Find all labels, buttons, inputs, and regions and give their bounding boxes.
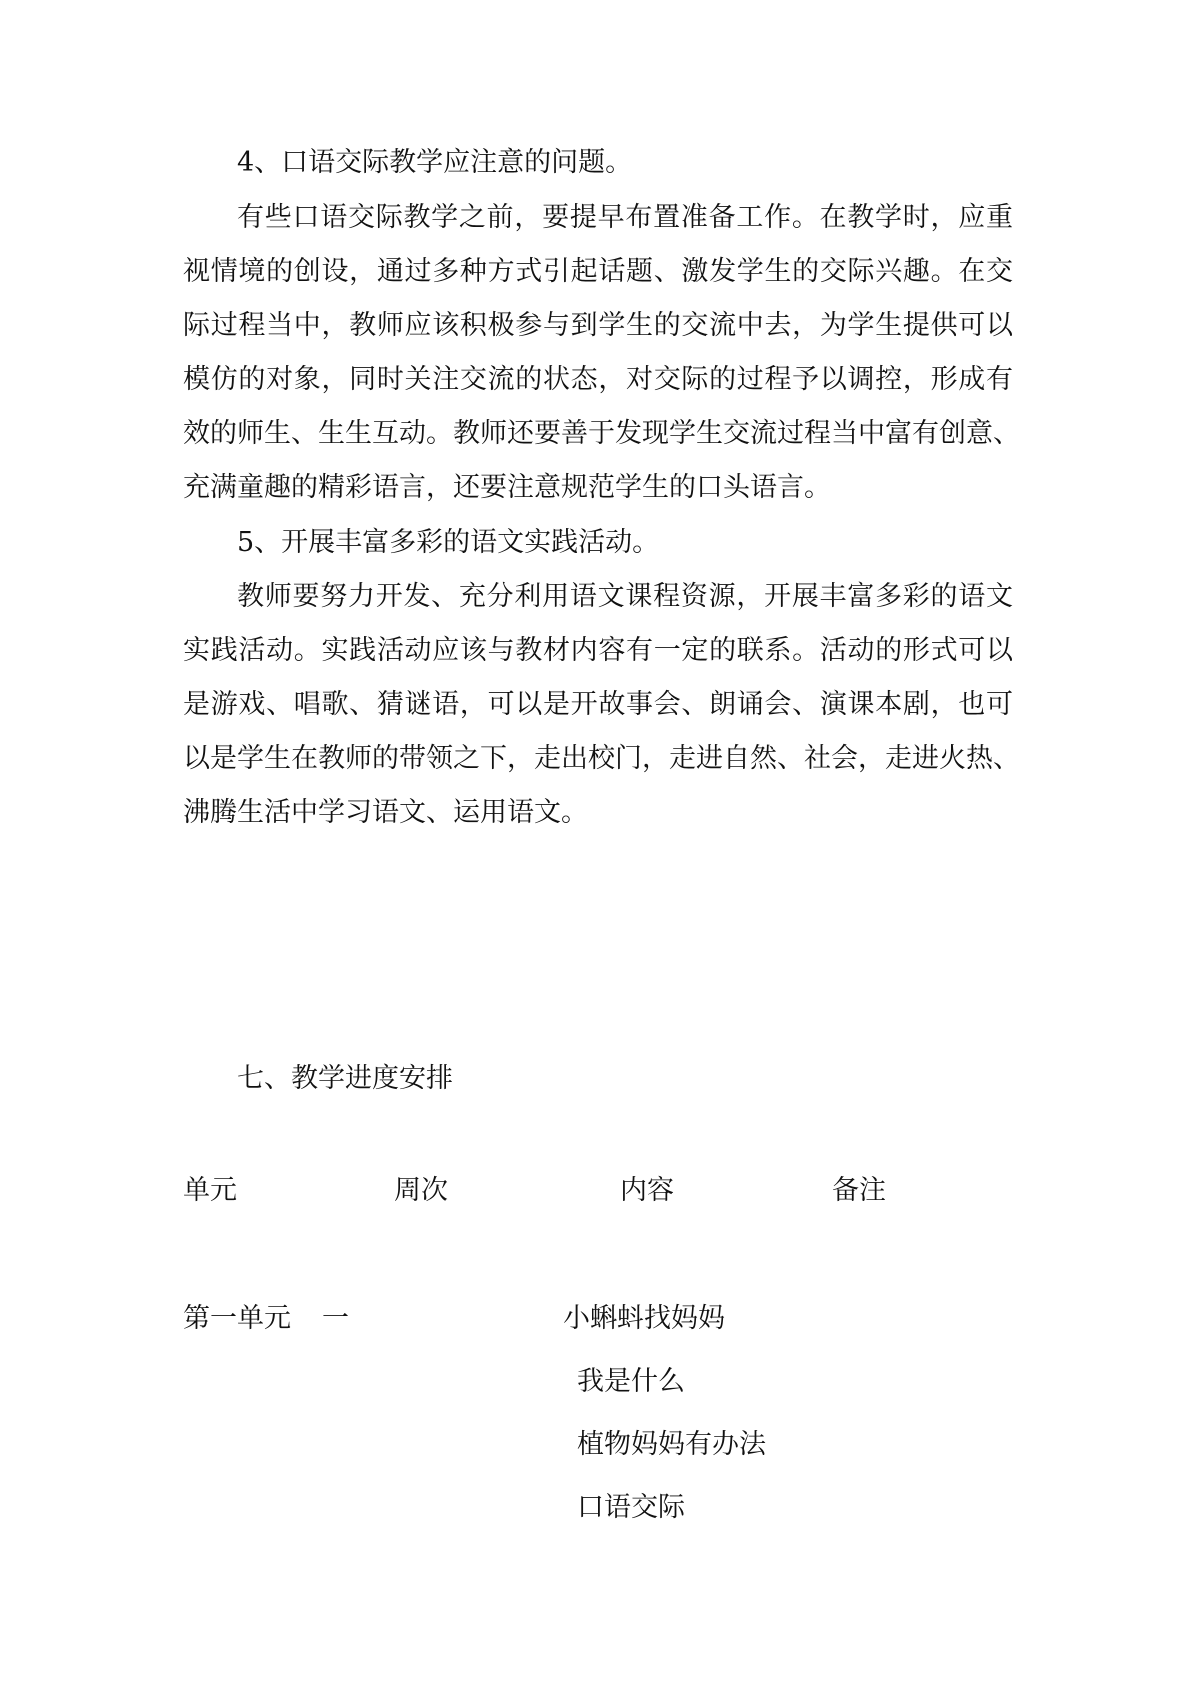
schedule-unit: 第一单元 [183, 1303, 291, 1334]
section-7-title: 七、教学进度安排 [237, 1063, 453, 1094]
section-5-line-5: 沸腾生活中学习语文、运用语文。 [183, 797, 588, 828]
section-5-title: 5、开展丰富多彩的语文实践活动。 [237, 527, 660, 558]
schedule-header-unit: 单元 [183, 1175, 237, 1206]
section-4-line-3: 际过程当中，教师应该积极参与到学生的交流中去，为学生提供可以 [183, 310, 1013, 341]
section-4-line-4: 模仿的对象，同时关注交流的状态，对交际的过程予以调控，形成有 [183, 364, 1013, 395]
section-5-line-1: 教师要努力开发、充分利用语文课程资源，开展丰富多彩的语文 [237, 581, 1013, 612]
schedule-header-week: 周次 [394, 1175, 448, 1206]
section-5-line-3: 是游戏、唱歌、猜谜语，可以是开故事会、朗诵会、演课本剧，也可 [183, 689, 1013, 720]
schedule-header-content: 内容 [620, 1175, 674, 1206]
schedule-header-notes: 备注 [832, 1175, 886, 1206]
section-4-line-6: 充满童趣的精彩语言，还要注意规范学生的口头语言。 [183, 472, 831, 503]
section-5-line-4: 以是学生在教师的带领之下，走出校门，走进自然、社会，走进火热、 [183, 743, 1020, 774]
section-4-line-5: 效的师生、生生互动。教师还要善于发现学生交流过程当中富有创意、 [183, 418, 1020, 449]
schedule-item-3: 植物妈妈有办法 [577, 1429, 766, 1460]
section-5-line-2: 实践活动。实践活动应该与教材内容有一定的联系。活动的形式可以 [183, 635, 1013, 666]
schedule-week: 一 [322, 1303, 349, 1334]
schedule-item-1: 小蝌蚪找妈妈 [563, 1303, 725, 1334]
section-4-title: 4、口语交际教学应注意的问题。 [237, 147, 633, 178]
schedule-item-4: 口语交际 [577, 1492, 685, 1523]
section-4-line-1: 有些口语交际教学之前，要提早布置准备工作。在教学时，应重 [237, 202, 1013, 233]
schedule-item-2: 我是什么 [577, 1366, 685, 1397]
section-4-line-2: 视情境的创设，通过多种方式引起话题、激发学生的交际兴趣。在交 [183, 256, 1013, 287]
